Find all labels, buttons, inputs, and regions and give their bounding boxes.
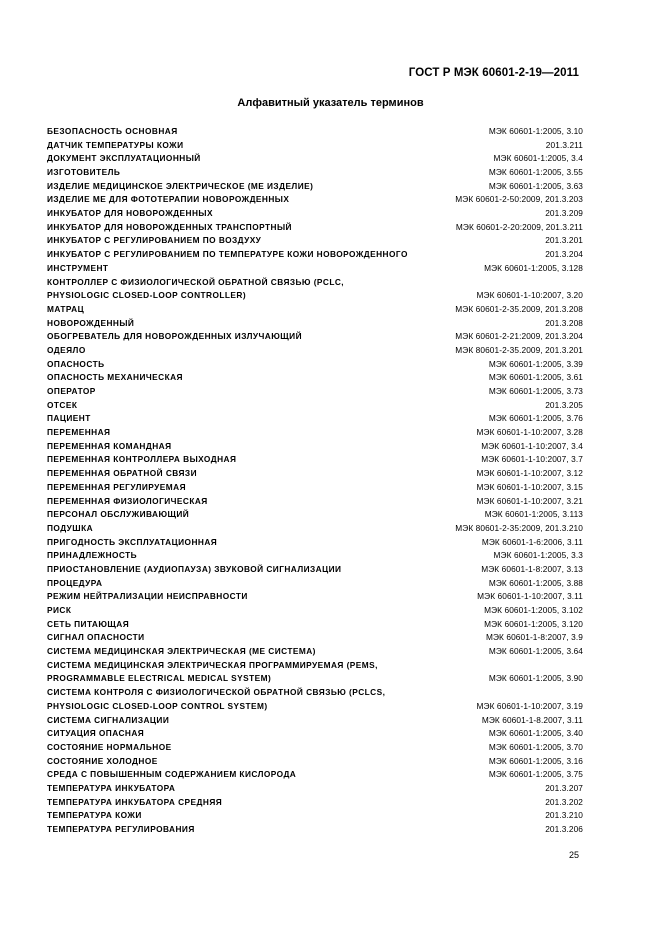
index-term: PHYSIOLOGIC CLOSED-LOOP CONTROL SYSTEM)	[47, 700, 268, 711]
index-reference: МЭК 60601-1-10:2007, 3.7	[481, 454, 583, 465]
index-reference: МЭК 60601-1:2005, 3.90	[488, 673, 583, 684]
index-reference: 201.3.210	[545, 810, 583, 821]
index-term: ПЕРЕМЕННАЯ КОМАНДНАЯ	[47, 440, 172, 451]
index-reference: МЭК 60601-1:2005, 3.128	[484, 262, 583, 273]
index-entry	[47, 180, 583, 194]
index-term: PHYSIOLOGIC CLOSED-LOOP CONTROLLER)	[47, 290, 247, 301]
index-term: ПЕРЕМЕННАЯ	[47, 427, 111, 438]
index-entry	[47, 755, 583, 769]
index-term: ПРОЦЕДУРА	[47, 577, 103, 588]
index-entry	[47, 563, 583, 577]
index-term: ОТСЕК	[47, 399, 78, 410]
index-reference: МЭК 60601-1-10:2007, 3.4	[481, 440, 583, 451]
index-reference: МЭК 60601-1-8:2007, 3.13	[481, 563, 583, 574]
index-term: СОСТОЯНИЕ ХОЛОДНОЕ	[47, 755, 158, 766]
index-entry	[47, 508, 583, 522]
index-term: ПЕРЕМЕННАЯ КОНТРОЛЛЕРА ВЫХОДНАЯ	[47, 454, 237, 465]
index-reference: МЭК 60601-1:2005, 3.39	[488, 358, 583, 369]
index-entry	[47, 782, 583, 796]
index-entry	[47, 700, 583, 714]
index-entry	[47, 125, 583, 139]
index-reference: МЭК 60601-1:2005, 3.3	[493, 550, 583, 561]
index-term: ИНКУБАТОР ДЛЯ НОВОРОЖДЕННЫХ	[47, 208, 213, 219]
index-term: ПЕРЕМЕННАЯ ФИЗИОЛОГИЧЕСКАЯ	[47, 495, 208, 506]
index-term: ИНКУБАТОР С РЕГУЛИРОВАНИЕМ ПО ВОЗДУХУ	[47, 235, 262, 246]
index-term: СИСТЕМА МЕДИЦИНСКАЯ ЭЛЕКТРИЧЕСКАЯ ПРОГРАММИРУЕМАЯ (PEMS,	[47, 659, 378, 670]
index-reference: МЭК 60601-1-10:2007, 3.15	[476, 481, 583, 492]
index-term: ИНКУБАТОР ДЛЯ НОВОРОЖДЕННЫХ ТРАНСПОРТНЫЙ	[47, 221, 292, 232]
index-entry	[47, 385, 583, 399]
index-title: Алфавитный указатель терминов	[237, 97, 424, 109]
index-reference: МЭК 60601-1-8:2007, 3.9	[485, 632, 583, 643]
index-term: ПРИНАДЛЕЖНОСТЬ	[47, 550, 138, 561]
index-reference: 201.3.208	[545, 317, 583, 328]
index-reference: МЭК 60601-1:2005, 3.61	[488, 372, 583, 383]
index-term: НОВОРОЖДЕННЫЙ	[47, 317, 135, 328]
index-term: ОПАСНОСТЬ	[47, 358, 105, 369]
index-entry	[47, 714, 583, 728]
index-term: ПЕРСОНАЛ ОБСЛУЖИВАЮЩИЙ	[47, 509, 190, 520]
index-entry	[47, 768, 583, 782]
index-reference: 201.3.201	[545, 235, 583, 246]
index-reference: МЭК 60601-1-10:2007, 3.12	[476, 468, 583, 479]
index-entry	[47, 618, 583, 632]
index-term: ИЗДЕЛИЕ МЕ ДЛЯ ФОТОТЕРАПИИ НОВОРОЖДЕННЫХ	[47, 194, 290, 205]
index-entry	[47, 741, 583, 755]
index-term: ПОДУШКА	[47, 522, 94, 533]
index-term: СИГНАЛ ОПАСНОСТИ	[47, 632, 145, 643]
index-reference: МЭК 60601-1:2005, 3.64	[488, 646, 583, 657]
index-reference: МЭК 60601-1-10:2007, 3.20	[476, 290, 583, 301]
index-reference: МЭК 60601-1:2005, 3.120	[484, 618, 583, 629]
index-reference: МЭК 60601-2-21:2009, 201.3.204	[455, 331, 583, 342]
index-reference: МЭК 60601-1:2005, 3.16	[488, 755, 583, 766]
index-entry	[47, 276, 583, 290]
index-term: ОБОГРЕВАТЕЛЬ ДЛЯ НОВОРОЖДЕННЫХ ИЗЛУЧАЮЩИЙ	[47, 331, 302, 342]
index-reference: МЭК 60601-1:2005, 3.4	[493, 153, 583, 164]
index-term: ПРИОСТАНОВЛЕНИЕ (АУДИОПАУЗА) ЗВУКОВОЙ СИГНАЛИЗАЦИИ	[47, 563, 342, 574]
index-term: СИТУАЦИЯ ОПАСНАЯ	[47, 728, 145, 739]
index-term: ПРИГОДНОСТЬ ЭКСПЛУАТАЦИОННАЯ	[47, 536, 218, 547]
index-term: КОНТРОЛЛЕР С ФИЗИОЛОГИЧЕСКОЙ ОБРАТНОЙ СВЯЗЬЮ (PCLC,	[47, 276, 345, 287]
index-entry	[47, 659, 583, 673]
page-number: 25	[568, 850, 579, 860]
index-term: PROGRAMMABLE ELECTRICAL MEDICAL SYSTEM)	[47, 673, 272, 684]
index-term: ДОКУМЕНТ ЭКСПЛУАТАЦИОННЫЙ	[47, 153, 201, 164]
index-reference: 201.3.202	[545, 796, 583, 807]
index-term: ТЕМПЕРАТУРА ИНКУБАТОРА	[47, 782, 176, 793]
term-index	[47, 125, 583, 837]
index-term: ДАТЧИК ТЕМПЕРАТУРЫ КОЖИ	[47, 139, 184, 150]
index-term: ИЗГОТОВИТЕЛЬ	[47, 167, 121, 178]
index-reference: МЭК 60601-1:2005, 3.73	[488, 386, 583, 397]
index-entry	[47, 577, 583, 591]
index-reference: МЭК 60601-1:2005, 3.75	[488, 769, 583, 780]
index-reference: МЭК 60601-1:2005, 3.70	[488, 741, 583, 752]
index-reference: МЭК 60601-1:2005, 3.63	[488, 180, 583, 191]
index-entry	[47, 536, 583, 550]
index-entry	[47, 727, 583, 741]
index-entry	[47, 440, 583, 454]
index-entry	[47, 809, 583, 823]
index-reference: 201.3.204	[545, 249, 583, 260]
index-term: РИСК	[47, 605, 72, 616]
index-entry	[47, 412, 583, 426]
index-reference: МЭК 60601-1-10:2007, 3.21	[476, 495, 583, 506]
index-term: БЕЗОПАСНОСТЬ ОСНОВНАЯ	[47, 125, 178, 136]
index-entry	[47, 467, 583, 481]
index-entry	[47, 235, 583, 249]
index-term: ТЕМПЕРАТУРА КОЖИ	[47, 810, 142, 821]
index-term: ТЕМПЕРАТУРА РЕГУЛИРОВАНИЯ	[47, 824, 195, 835]
index-term: ТЕМПЕРАТУРА ИНКУБАТОРА СРЕДНЯЯ	[47, 796, 223, 807]
index-entry	[47, 686, 583, 700]
index-term: СИСТЕМА КОНТРОЛЯ С ФИЗИОЛОГИЧЕСКОЙ ОБРАТНОЙ СВЯЗЬЮ (PCLCS,	[47, 687, 386, 698]
index-term: МАТРАЦ	[47, 303, 85, 314]
index-reference: 201.3.205	[545, 399, 583, 410]
index-entry	[47, 317, 583, 331]
index-term: СИСТЕМА СИГНАЛИЗАЦИИ	[47, 714, 170, 725]
index-entry	[47, 139, 583, 153]
index-entry	[47, 289, 583, 303]
index-term: РЕЖИМ НЕЙТРАЛИЗАЦИИ НЕИСПРАВНОСТИ	[47, 591, 248, 602]
index-entry	[47, 303, 583, 317]
index-term: ОПЕРАТОР	[47, 386, 96, 397]
index-entry	[47, 481, 583, 495]
index-reference: МЭК 60601-1-10:2007, 3.11	[477, 591, 583, 602]
index-reference: 201.3.207	[545, 782, 583, 793]
index-entry	[47, 344, 583, 358]
index-reference: МЭК 60601-1:2005, 3.113	[484, 509, 583, 520]
index-reference: 201.3.211	[545, 139, 583, 150]
index-entry	[47, 248, 583, 262]
index-reference: МЭК 60601-1:2005, 3.10	[488, 125, 583, 136]
index-reference: 201.3.209	[545, 208, 583, 219]
index-reference: МЭК 60601-1-8.2007, 3.11	[481, 714, 583, 725]
index-term: СОСТОЯНИЕ НОРМАЛЬНОЕ	[47, 741, 172, 752]
index-entry	[47, 495, 583, 509]
index-term: ПЕРЕМЕННАЯ ОБРАТНОЙ СВЯЗИ	[47, 468, 197, 479]
index-entry	[47, 823, 583, 837]
index-entry	[47, 590, 583, 604]
index-entry	[47, 796, 583, 810]
index-entry	[47, 193, 583, 207]
index-term: ИНКУБАТОР С РЕГУЛИРОВАНИЕМ ПО ТЕМПЕРАТУРЕ КОЖИ НОВОРОЖДЕННОГО	[47, 249, 408, 260]
index-reference: МЭК 60601-1-10:2007, 3.28	[476, 427, 583, 438]
index-reference: МЭК 60601-2-35.2009, 201.3.208	[455, 303, 583, 314]
index-entry	[47, 207, 583, 221]
index-reference: МЭК 60601-1-6:2006, 3.11	[481, 536, 583, 547]
index-entry	[47, 673, 583, 687]
index-entry	[47, 152, 583, 166]
index-entry	[47, 330, 583, 344]
index-term: ИНСТРУМЕНТ	[47, 262, 109, 273]
document-code: ГОСТ Р МЭК 60601-2-19—2011	[408, 67, 579, 79]
index-term: СРЕДА С ПОВЫШЕННЫМ СОДЕРЖАНИЕМ КИСЛОРОДА	[47, 769, 297, 780]
index-term: ПАЦИЕНТ	[47, 413, 91, 424]
index-term: СИСТЕМА МЕДИЦИНСКАЯ ЭЛЕКТРИЧЕСКАЯ (МЕ СИСТЕМА)	[47, 646, 316, 657]
index-reference: МЭК 60601-1:2005, 3.102	[484, 605, 583, 616]
index-term: ОДЕЯЛО	[47, 344, 86, 355]
index-term: ПЕРЕМЕННАЯ РЕГУЛИРУЕМАЯ	[47, 481, 186, 492]
index-entry	[47, 604, 583, 618]
index-entry	[47, 522, 583, 536]
index-entry	[47, 371, 583, 385]
index-reference: МЭК 60601-2-50:2009, 201.3.203	[455, 194, 583, 205]
index-entry	[47, 645, 583, 659]
index-reference: МЭК 60601-2-20:2009, 201.3.211	[455, 221, 583, 232]
index-entry	[47, 549, 583, 563]
index-entry	[47, 631, 583, 645]
index-entry	[47, 358, 583, 372]
index-reference: 201.3.206	[545, 824, 583, 835]
index-reference: МЭК 60601-1:2005, 3.40	[488, 728, 583, 739]
index-entry	[47, 221, 583, 235]
index-term: СЕТЬ ПИТАЮЩАЯ	[47, 618, 130, 629]
index-reference: МЭК 60601-1:2005, 3.88	[488, 577, 583, 588]
index-entry	[47, 399, 583, 413]
index-entry	[47, 426, 583, 440]
index-entry	[47, 454, 583, 468]
index-reference: МЭК 80601-2-35:2009, 201.3.210	[455, 522, 583, 533]
index-reference: МЭК 80601-2-35.2009, 201.3.201	[455, 344, 583, 355]
index-reference: МЭК 60601-1:2005, 3.55	[488, 167, 583, 178]
index-reference: МЭК 60601-1-10:2007, 3.19	[476, 700, 583, 711]
index-entry	[47, 166, 583, 180]
index-term: ИЗДЕЛИЕ МЕДИЦИНСКОЕ ЭЛЕКТРИЧЕСКОЕ (МЕ ИЗДЕЛИЕ)	[47, 180, 314, 191]
index-term: ОПАСНОСТЬ МЕХАНИЧЕСКАЯ	[47, 372, 183, 383]
index-reference: МЭК 60601-1:2005, 3.76	[488, 413, 583, 424]
index-entry	[47, 262, 583, 276]
